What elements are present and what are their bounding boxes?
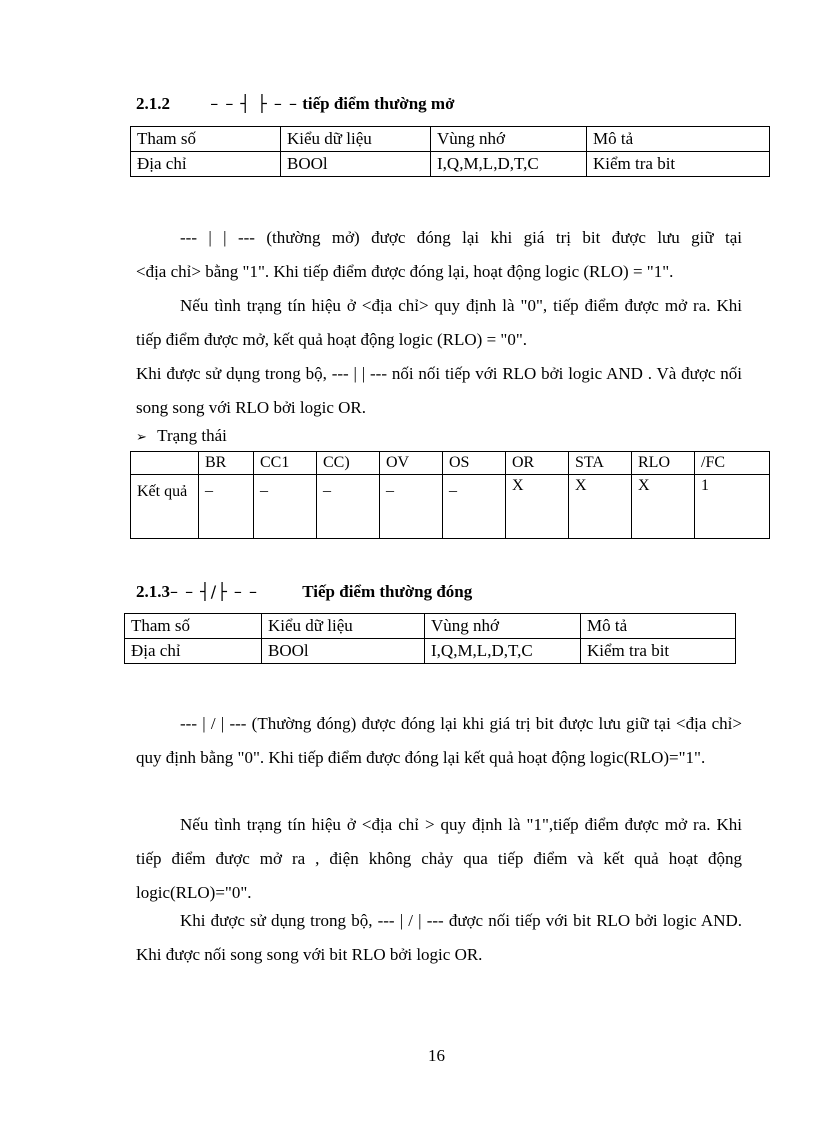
status-row-label: Kết quả bbox=[131, 475, 199, 539]
paragraph-nc-desc-3: Khi được sử dụng trong bộ, --- | / | --- được nối tiếp với bit RLO bởi logic AND. Khi được nối song song với bit RLO bởi logic OR. bbox=[136, 911, 742, 964]
status-header-cell: /FC bbox=[695, 452, 770, 475]
paragraph-no-desc-1: --- | | --- (thường mở) được đóng lại khi giá trị bit được lưu giữ tại bbox=[180, 228, 742, 247]
status-cell: _ bbox=[254, 475, 317, 539]
status-cell: _ bbox=[443, 475, 506, 539]
status-label bbox=[136, 424, 227, 450]
status-cell: _ bbox=[317, 475, 380, 539]
section-number: 2.1.3 bbox=[136, 582, 170, 601]
status-header-cell: RLO bbox=[632, 452, 695, 475]
status-header-row bbox=[131, 452, 770, 475]
status-header-cell: STA bbox=[569, 452, 632, 475]
table-header-cell: Mô tả bbox=[587, 127, 770, 152]
status-header-cell: CC) bbox=[317, 452, 380, 475]
table-header-cell: Vùng nhớ bbox=[425, 614, 581, 639]
paragraph-nc-desc-2: Nếu tình trạng tín hiệu ở <địa chỉ > quy định là "1",tiếp điểm được mở ra. Khi tiếp điểm được mở ra , điện không chảy qua tiếp điểm và kết quả hoạt động logic(RLO)="0". bbox=[136, 815, 742, 902]
table-cell: Địa chỉ bbox=[131, 152, 281, 177]
normally-closed-contact-symbol: – – ┤/├ – – bbox=[170, 582, 258, 601]
table-header-cell: Vùng nhớ bbox=[431, 127, 587, 152]
parameter-table-no bbox=[130, 126, 770, 177]
paragraph-no-desc-2b: Khi được sử dụng trong bộ, --- | | --- nối nối tiếp với RLO bởi logic AND . Và được nối song song với RLO bởi logic OR. bbox=[136, 364, 742, 417]
paragraph-no-desc-1b: <địa chỉ> bằng "1". Khi tiếp điểm được đóng lại, hoạt động logic (RLO) = "1". bbox=[136, 262, 674, 281]
table-row bbox=[125, 639, 736, 664]
section-heading-2-1-3 bbox=[136, 582, 472, 602]
table-cell: I,Q,M,L,D,T,C bbox=[425, 639, 581, 664]
table-cell: Kiểm tra bit bbox=[581, 639, 736, 664]
table-cell: BOOl bbox=[262, 639, 425, 664]
parameter-table-nc bbox=[124, 613, 736, 664]
paragraph-nc-desc-1: --- | / | --- (Thường đóng) được đóng lại khi giá trị bit được lưu giữ tại <địa chỉ> quy định bằng "0". Khi tiếp điểm được đóng lại kết quả hoạt động logic(RLO)="1". bbox=[136, 714, 742, 767]
section-number: 2.1.2 bbox=[136, 94, 170, 113]
table-cell: BOOl bbox=[281, 152, 431, 177]
arrow-bullet-icon: ➢ bbox=[136, 430, 147, 445]
status-header-cell bbox=[131, 452, 199, 475]
status-header-cell: OR bbox=[506, 452, 569, 475]
section-title: Tiếp điểm thường đóng bbox=[302, 582, 473, 601]
status-cell: 1 bbox=[695, 475, 770, 539]
status-cell: X bbox=[569, 475, 632, 539]
page-number: 16 bbox=[428, 1046, 445, 1065]
status-cell: X bbox=[632, 475, 695, 539]
status-table bbox=[130, 451, 770, 539]
table-header-cell: Tham số bbox=[131, 127, 281, 152]
table-header-row bbox=[131, 127, 770, 152]
table-header-cell: Kiểu dữ liệu bbox=[281, 127, 431, 152]
paragraph-no-desc-2: Nếu tình trạng tín hiệu ở <địa chỉ> quy định là "0", tiếp điểm được mở ra. Khi tiếp điểm được mở, kết quả hoạt động logic (RLO) = "0". bbox=[136, 296, 742, 349]
section-heading-2-1-2 bbox=[136, 94, 454, 114]
normally-open-contact-symbol: – – ┤ ├ – – bbox=[210, 94, 298, 113]
status-label-text: Trạng thái bbox=[157, 426, 227, 445]
status-header-cell: BR bbox=[199, 452, 254, 475]
status-cell: _ bbox=[199, 475, 254, 539]
status-header-cell: OS bbox=[443, 452, 506, 475]
table-cell: Địa chỉ bbox=[125, 639, 262, 664]
table-header-cell: Mô tả bbox=[581, 614, 736, 639]
status-cell: _ bbox=[380, 475, 443, 539]
status-header-cell: CC1 bbox=[254, 452, 317, 475]
status-result-row bbox=[131, 475, 770, 539]
status-header-cell: OV bbox=[380, 452, 443, 475]
table-cell: Kiểm tra bit bbox=[587, 152, 770, 177]
section-title: tiếp điểm thường mở bbox=[302, 94, 455, 113]
table-header-row bbox=[125, 614, 736, 639]
table-cell: I,Q,M,L,D,T,C bbox=[431, 152, 587, 177]
table-header-cell: Tham số bbox=[125, 614, 262, 639]
status-cell: X bbox=[506, 475, 569, 539]
table-row bbox=[131, 152, 770, 177]
table-header-cell: Kiểu dữ liệu bbox=[262, 614, 425, 639]
